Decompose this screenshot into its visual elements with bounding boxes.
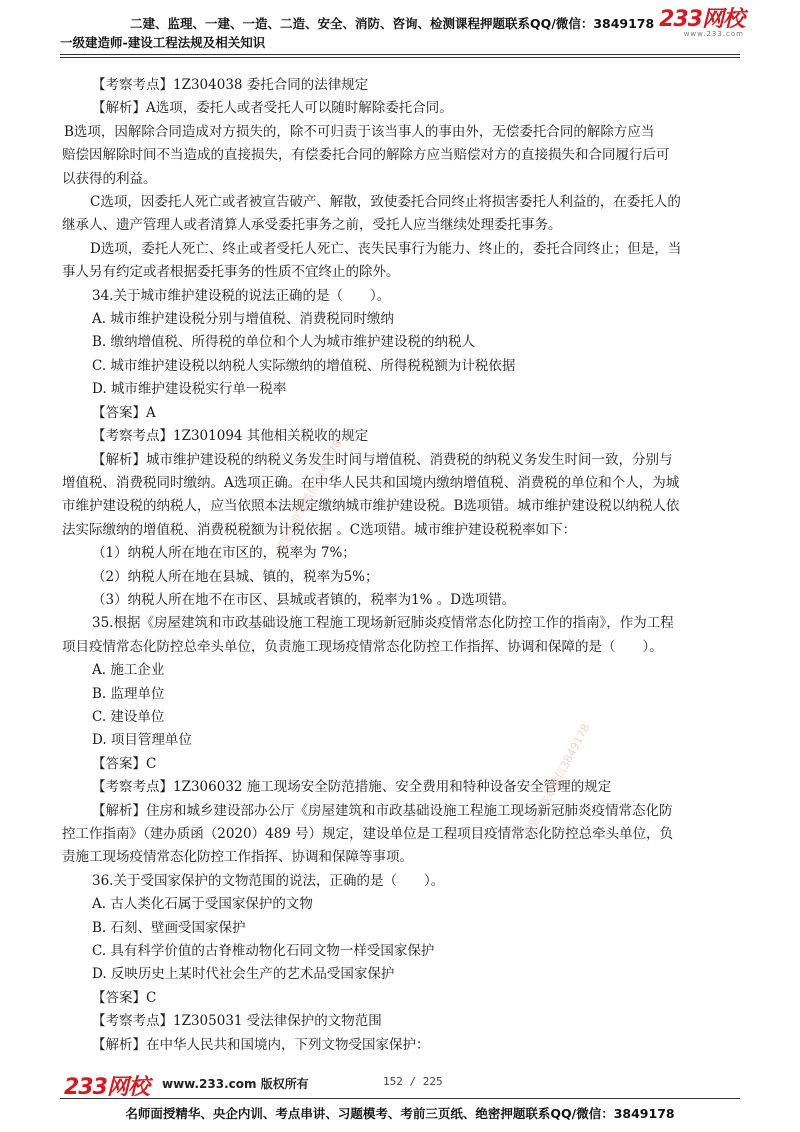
document-body: [62, 74, 744, 1057]
text-line: 事人另有约定或者根据委托事务的性质不宜终止的除外。: [62, 264, 400, 281]
question-stem: 项目疫情常态化防控总牵头单位，负责施工现场疫情常态化防控工作指挥、协调和保障的是（ ）。: [62, 638, 663, 655]
text-line: 法实际缴纳的增值税、消费税税额为计税依据 。C选项错。城市维护建设税税率如下：: [62, 521, 577, 538]
question-stem: 35.根据《房屋建筑和市政基础设施工程施工现场新冠肺炎疫情常态化防控工作的指南》，作为工程: [92, 615, 674, 632]
header-rule-thin: [60, 57, 740, 58]
text-line: （1）纳税人所在地在市区的，税率为 7%；: [92, 545, 356, 562]
page-number: 152 / 225: [383, 1075, 443, 1088]
text-line: （2）纳税人所在地在县城、镇的，税率为5%；: [92, 568, 379, 585]
answer-option: B. 石刻、壁画受国家保护: [92, 919, 246, 936]
header-rule: [60, 54, 740, 55]
answer-option: C. 具有科学价值的古脊椎动物化石同文物一样受国家保护: [92, 943, 435, 960]
text-line: 【解析】在中华人民共和国境内，下列文物受国家保护：: [92, 1036, 430, 1053]
document-subtitle: 一级建造师-建设工程法规及相关知识: [60, 35, 266, 50]
footer-promo-line: 名师面授精华、央企内训、考点串讲、习题模考、考前三页纸、绝密押题联系QQ/微信：3849178: [125, 1106, 675, 1121]
text-line: B选项，因解除合同造成对方损失的，除不可归责于该当事人的事由外，无偿委托合同的解除方应当: [64, 123, 655, 140]
answer-option: C. 建设单位: [92, 708, 165, 725]
answer-option: A. 城市维护建设税分别与增值税、消费税同时缴纳: [92, 311, 394, 328]
question-stem: 36.关于受国家保护的文物范围的说法，正确的是（ ）。: [92, 872, 445, 889]
answer-option: C. 城市维护建设税以纳税人实际缴纳的增值税、所得税税额为计税依据: [92, 357, 516, 374]
header-promo-line: 二建、监理、一建、一造、二造、安全、消防、咨询、检测课程押题联系QQ/微信：3849178: [130, 16, 655, 31]
footer-rule: [60, 1098, 740, 1099]
text-line: 责施工现场疫情常态化防控工作指挥、协调和保障等事项。: [62, 849, 413, 866]
text-line: 控工作指南》（建办质函（2020）489 号）规定，建设单位是工程项目疫情常态化防控总牵头单位，负: [62, 826, 674, 842]
text-line: 以获得的利益。: [62, 170, 157, 187]
text-line: 【考察考点】1Z306032 施工现场安全防范措施、安全费用和特种设备安全管理的规定: [92, 779, 612, 796]
logo-wordmark: 233网校: [659, 7, 744, 32]
text-line: （3）纳税人所在地不在市区、县城或者镇的，税率为1% 。D选项错。: [92, 591, 516, 608]
answer-option: B. 监理单位: [92, 685, 165, 702]
text-line: 【考察考点】1Z301094 其他相关税收的规定: [92, 428, 369, 445]
text-line: 【考察考点】1Z305031 受法律保护的文物范围: [92, 1013, 382, 1030]
watermark-text: 押题一联系微信3849178: [521, 721, 593, 840]
text-line: 增值税、消费税同时缴纳。A选项正确。在中华人民共和国境内缴纳增值税、消费税的单位和个人，为城: [62, 474, 680, 491]
text-line: 【解析】住房和城乡建设部办公厅《房屋建筑和市政基础设施工程施工现场新冠肺炎疫情常态化防: [92, 802, 673, 819]
answer-key: 【答案】C: [92, 989, 157, 1006]
answer-option: A. 古人类化石属于受国家保护的文物: [92, 896, 313, 913]
text-line: 市维护建设税的纳税人，应当依照本法规定缴纳城市维护建设税。B选项错。城市维护建设税以纳税人依: [62, 498, 680, 515]
answer-option: D. 项目管理单位: [92, 732, 192, 749]
text-line: 【解析】A选项，委托人或者受托人可以随时解除委托合同。: [92, 100, 453, 117]
text-line: C选项，因委托人死亡或者被宣告破产、解散，致使委托合同终止将损害委托人利益的，在委托人的: [90, 194, 681, 211]
text-line: 【考察考点】1Z304038 委托合同的法律规定: [92, 77, 369, 93]
answer-option: D. 反映历史上某时代社会生产的艺术品受国家保护: [92, 966, 395, 983]
answer-option: B. 缴纳增值税、所得税的单位和个人为城市维护建设税的纳税人: [92, 334, 476, 351]
text-line: 赔偿因解除时间不当造成的直接损失，有偿委托合同的解除方应当赔偿对方的直接损失和合同履行后可: [62, 147, 670, 164]
answer-key: 【答案】C: [92, 755, 157, 772]
text-line: D选项，委托人死亡、终止或者受托人死亡、丧失民事行为能力、终止的，委托合同终止；但是，当: [90, 240, 682, 257]
header-logo: [659, 8, 744, 38]
text-line: 继承人、遗产管理人或者清算人承受委托事务之前，受托人应当继续处理委托事务。: [62, 217, 562, 234]
logo-url: www.233.com: [683, 30, 744, 38]
footer-copyright: www.233.com 版权所有: [162, 1077, 309, 1091]
answer-option: D. 城市维护建设税实行单一税率: [92, 381, 287, 398]
answer-option: A. 施工企业: [92, 662, 165, 679]
question-stem: 34.关于城市维护建设税的说法正确的是（ ）。: [92, 287, 391, 304]
answer-key: 【答案】A: [92, 404, 156, 421]
footer-logo: 233网校: [64, 1075, 149, 1100]
text-line: 【解析】城市维护建设税的纳税义务发生时间与增值税、消费税的纳税义务发生时间一致，分别与: [92, 451, 673, 468]
watermark-text: 押题一联系微信3849178: [273, 437, 345, 556]
